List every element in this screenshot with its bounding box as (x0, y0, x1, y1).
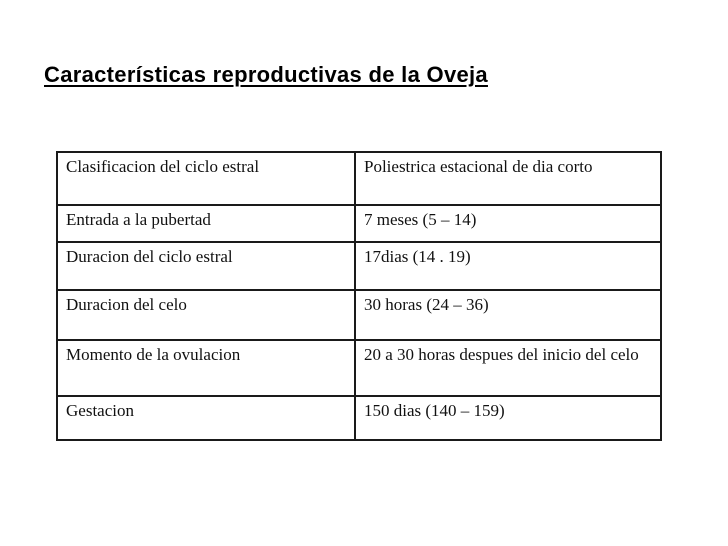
table-row (57, 396, 661, 440)
row-label: Duracion del celo (57, 290, 355, 340)
slide-title: Características reproductivas de la Oveja (44, 62, 488, 87)
row-label: Entrada a la pubertad (57, 205, 355, 242)
table-row (57, 340, 661, 396)
row-label: Gestacion (57, 396, 355, 440)
reproductive-characteristics-table (56, 151, 662, 441)
row-value: Poliestrica estacional de dia corto (355, 152, 661, 205)
row-value: 30 horas (24 – 36) (355, 290, 661, 340)
reproductive-characteristics-table-image (50, 144, 670, 448)
table-row (57, 242, 661, 290)
table-row (57, 152, 661, 205)
row-value: 20 a 30 horas despues del inicio del celo (355, 340, 661, 396)
row-label: Clasificacion del ciclo estral (57, 152, 355, 205)
table-row (57, 205, 661, 242)
row-value: 7 meses (5 – 14) (355, 205, 661, 242)
row-value: 150 dias (140 – 159) (355, 396, 661, 440)
row-label: Momento de la ovulacion (57, 340, 355, 396)
row-label: Duracion del ciclo estral (57, 242, 355, 290)
row-value: 17dias (14 . 19) (355, 242, 661, 290)
table-row (57, 290, 661, 340)
